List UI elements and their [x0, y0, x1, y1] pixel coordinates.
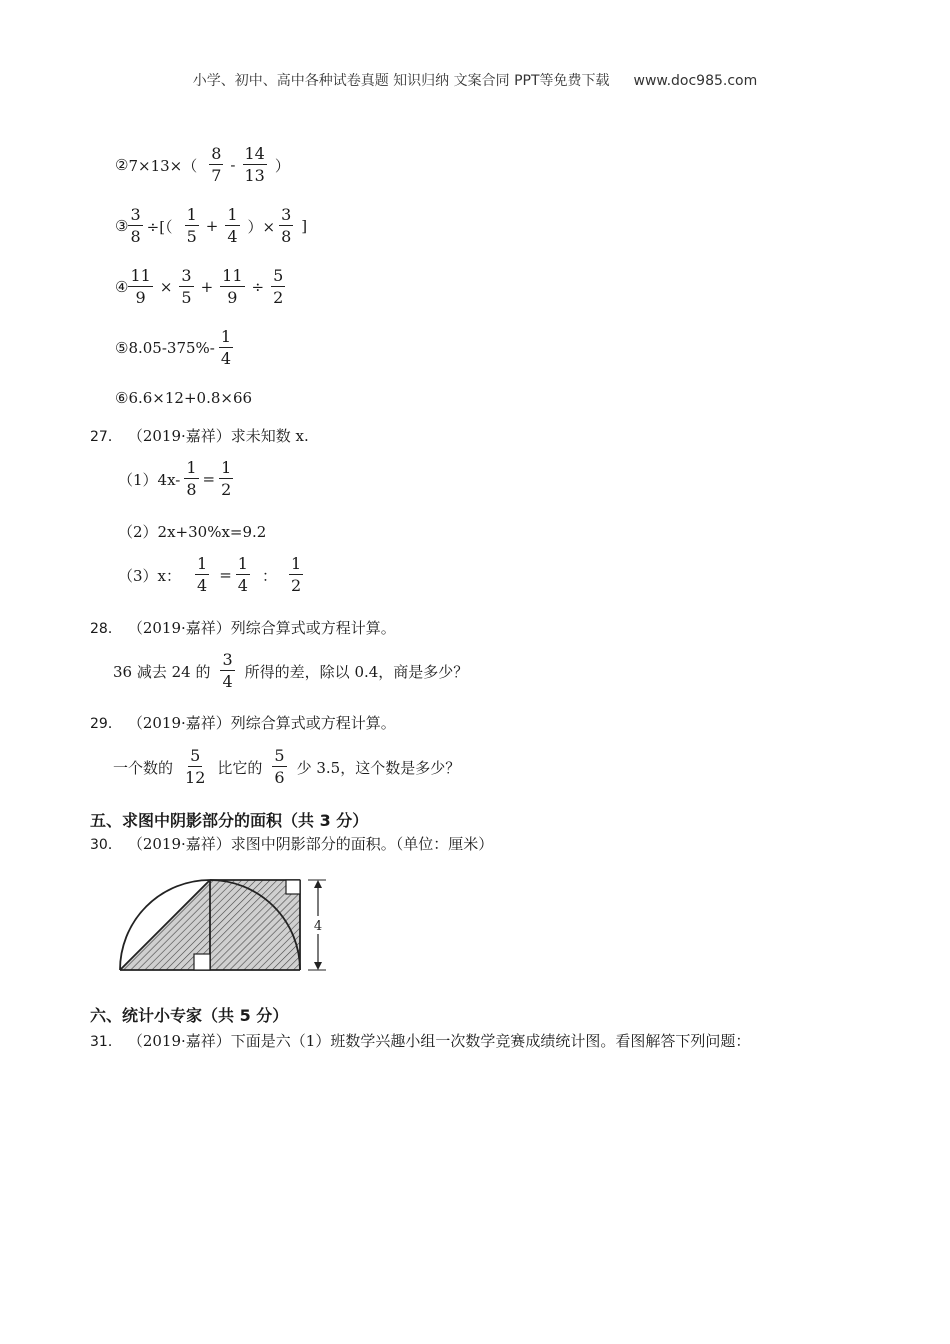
- item-mark: ④: [115, 278, 129, 296]
- fraction: $\frac{3}{8}$: [130, 205, 141, 246]
- q26-item-6: ⑥ 6.6×12+0.8×66: [115, 389, 253, 407]
- item-mark: ⑥: [115, 389, 129, 407]
- header-text: 小学、初中、高中各种试卷真题 知识归纳 文案合同 PPT等免费下载: [192, 73, 610, 89]
- right-angle-mark: [194, 954, 210, 970]
- question-number: 31．: [90, 1033, 122, 1050]
- right-angle-mark: [286, 880, 300, 894]
- question-text: （2019·嘉祥）求未知数 x.: [127, 427, 309, 445]
- q27-part-2: （2）2x+30%x=9.2: [118, 523, 267, 541]
- fraction: $\frac{1}{4}$: [227, 205, 238, 246]
- q29-stem: [90, 712, 396, 733]
- fraction: $\frac{3}{5}$: [181, 266, 192, 307]
- q26-item-4: ④ $\frac{11}{9}$ × $\frac{3}{5}$ + $\frac{11}{9}$ ÷ $\frac{5}{2}$: [115, 266, 284, 307]
- item-mark: ⑤: [115, 339, 129, 357]
- fraction: $\frac{1}{8}$: [186, 458, 197, 499]
- q26-item-2: ② 7×13×（ $\frac{8}{7}$ - $\frac{14}{13}$ ）: [115, 144, 290, 185]
- fraction: $\frac{5}{12}$: [185, 746, 206, 787]
- fraction: $\frac{14}{13}$: [244, 144, 265, 185]
- shaded-area-figure: [110, 870, 340, 980]
- q27-part-1: （1）4x- $\frac{1}{8}$ = $\frac{1}{2}$: [118, 458, 232, 499]
- page-header: [0, 70, 950, 90]
- fraction: $\frac{8}{7}$: [211, 144, 222, 185]
- fraction: $\frac{11}{9}$: [130, 266, 151, 307]
- q27-part-3: （3）x： $\frac{1}{4}$ = $\frac{1}{4}$ ： $\frac{1}{2}$: [118, 554, 302, 595]
- question-text: （2019·嘉祥）下面是六（1）班数学兴趣小组一次数学竞赛成绩统计图。看图解答下列问题：: [127, 1032, 751, 1050]
- question-number: 27．: [90, 428, 122, 445]
- item-mark: ②: [115, 156, 129, 174]
- q30-stem: [90, 833, 493, 854]
- section-5-title: 五、求图中阴影部分的面积（共 3 分）: [90, 811, 369, 830]
- question-number: 30．: [90, 836, 122, 853]
- section-6-title: 六、统计小专家（共 5 分）: [90, 1006, 289, 1025]
- fraction: $\frac{1}{2}$: [221, 458, 232, 499]
- expr-text: 7×13×（: [128, 156, 198, 175]
- header-site: www.doc985.com: [633, 73, 758, 89]
- fraction: $\frac{1}{4}$: [197, 554, 208, 595]
- question-text: （2019·嘉祥）列综合算式或方程计算。: [127, 619, 396, 637]
- q28-stem: [90, 617, 396, 638]
- q26-item-5: ⑤ 8.05-375%- $\frac{1}{4}$: [115, 327, 232, 368]
- fraction: $\frac{11}{9}$: [222, 266, 243, 307]
- fraction: $\frac{1}{2}$: [290, 554, 302, 595]
- dimension-label: 4: [313, 919, 323, 934]
- q27-stem: [90, 425, 309, 446]
- fraction: $\frac{1}{4}$: [237, 554, 248, 595]
- fraction: $\frac{1}{4}$: [220, 327, 232, 368]
- question-number: 29．: [90, 715, 122, 732]
- fraction: $\frac{5}{2}$: [273, 266, 284, 307]
- fraction: $\frac{3}{8}$: [281, 205, 292, 246]
- q26-item-3: ③ $\frac{3}{8}$ ÷[（ $\frac{1}{5}$ + $\frac{1}{4}$ ）× $\frac{3}{8}$ ]: [115, 205, 308, 246]
- q29-body: 一个数的 $\frac{5}{12}$ 比它的 $\frac{5}{6}$ 少 3.5，这个数是多少？: [113, 746, 461, 787]
- question-text: （2019·嘉祥）列综合算式或方程计算。: [127, 714, 396, 732]
- q31-stem: [90, 1030, 750, 1051]
- question-text: （2019·嘉祥）求图中阴影部分的面积。（单位：厘米）: [127, 835, 494, 853]
- item-mark: ③: [115, 217, 129, 235]
- fraction: $\frac{1}{5}$: [186, 205, 197, 246]
- fraction: $\frac{3}{4}$: [222, 650, 233, 691]
- q28-body: 36 减去 24 的 $\frac{3}{4}$ 所得的差，除以 0.4，商是多少？: [113, 650, 469, 691]
- fraction: $\frac{5}{6}$: [274, 746, 285, 787]
- question-number: 28．: [90, 620, 122, 637]
